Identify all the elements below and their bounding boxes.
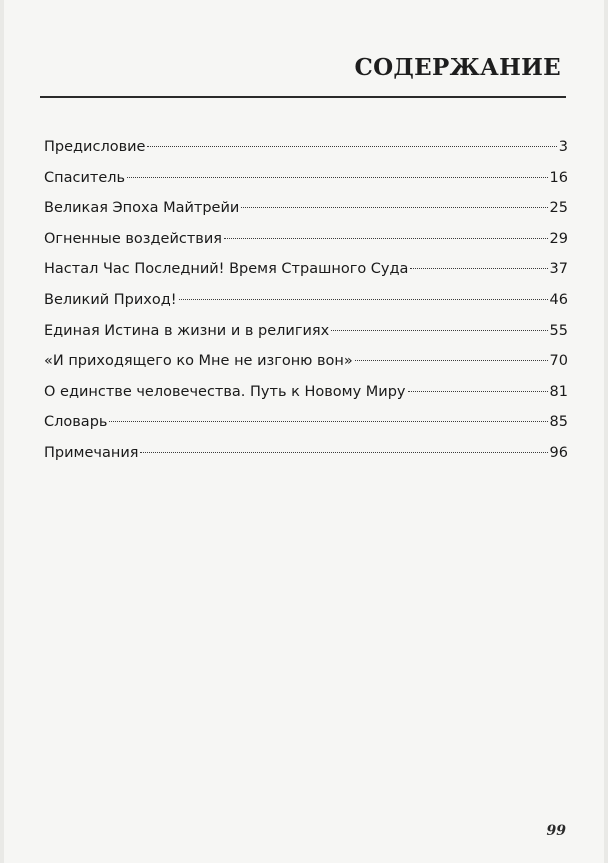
toc-entry-title: «И приходящего ко Мне не изгоню вон» bbox=[44, 353, 353, 370]
toc-dot-leader bbox=[241, 207, 547, 208]
toc-entry-title: Великий Приход! bbox=[44, 291, 177, 308]
toc-dot-leader bbox=[331, 330, 547, 331]
toc-dot-leader bbox=[355, 360, 548, 361]
toc-entry-page: 85 bbox=[549, 414, 568, 431]
toc-entry-page: 81 bbox=[549, 383, 568, 400]
toc-entry-title: Предисловие bbox=[44, 139, 146, 155]
toc-dot-leader bbox=[179, 299, 548, 300]
toc-dot-leader bbox=[410, 268, 547, 269]
toc-entry-title: Спаситель bbox=[44, 169, 126, 186]
toc-entry-title: О единстве человечества. Путь к Новому Миру bbox=[44, 383, 406, 400]
toc-dot-leader bbox=[127, 177, 547, 178]
toc-dot-leader bbox=[224, 238, 548, 239]
page-number: 99 bbox=[546, 823, 566, 839]
toc-entry[interactable] bbox=[44, 407, 568, 438]
toc-entry[interactable] bbox=[44, 438, 568, 469]
toc-dot-leader bbox=[408, 391, 548, 392]
toc-dot-leader bbox=[140, 452, 547, 453]
page-edge-right bbox=[604, 0, 608, 863]
toc-entry[interactable] bbox=[44, 193, 568, 224]
toc-entry[interactable] bbox=[44, 254, 568, 285]
toc-dot-leader bbox=[109, 421, 547, 422]
toc-entry-page: 25 bbox=[549, 200, 568, 217]
toc-entry[interactable] bbox=[44, 285, 568, 316]
toc-entry[interactable] bbox=[44, 377, 568, 408]
table-of-contents bbox=[44, 132, 568, 469]
toc-entry-title: Словарь bbox=[44, 414, 108, 431]
toc-entry-page: 55 bbox=[549, 322, 568, 339]
header-divider bbox=[40, 96, 566, 98]
toc-entry[interactable] bbox=[44, 163, 568, 194]
toc-entry-page: 3 bbox=[558, 139, 568, 155]
page-title: СОДЕРЖАНИЕ bbox=[354, 54, 561, 81]
toc-entry[interactable] bbox=[44, 346, 568, 377]
toc-entry[interactable] bbox=[44, 132, 568, 163]
toc-entry-title: Великая Эпоха Майтрейи bbox=[44, 200, 240, 217]
toc-entry-page: 16 bbox=[549, 169, 568, 186]
toc-entry-page: 70 bbox=[549, 353, 568, 370]
toc-entry-title: Настал Час Последний! Время Страшного Суда bbox=[44, 261, 409, 278]
toc-entry-page: 46 bbox=[549, 291, 568, 308]
toc-dot-leader bbox=[147, 146, 556, 147]
toc-entry-title: Огненные воздействия bbox=[44, 230, 222, 247]
toc-entry-title: Единая Истина в жизни и в религиях bbox=[44, 322, 330, 339]
toc-entry-page: 96 bbox=[549, 444, 568, 461]
toc-entry-page: 29 bbox=[549, 230, 568, 247]
toc-entry-page: 37 bbox=[549, 261, 568, 278]
toc-entry-title: Примечания bbox=[44, 444, 139, 461]
toc-entry[interactable] bbox=[44, 316, 568, 347]
toc-entry[interactable] bbox=[44, 224, 568, 255]
page-edge-left bbox=[0, 0, 4, 863]
